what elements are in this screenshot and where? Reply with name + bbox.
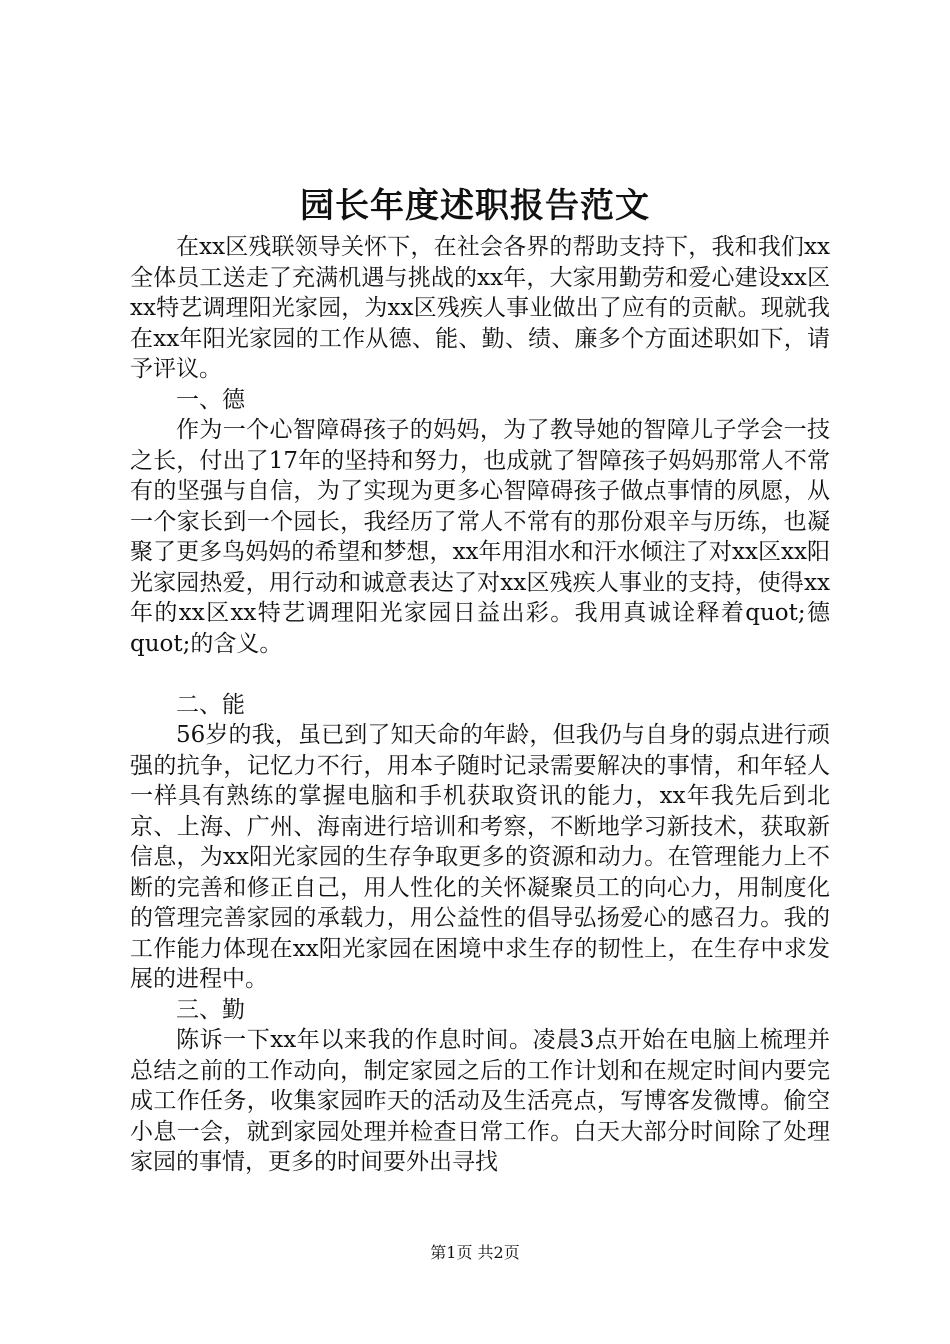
page-footer: 第1页 共2页 [430,1243,520,1262]
intro-paragraph: 在xx区残联领导关怀下，在社会各界的帮助支持下，我和我们xx全体员工送走了充满机遇与挑战的xx年，大家用勤劳和爱心建设xx区xx特艺调理阳光家园，为xx区残疾人事业做出了应有的贡献。现就我在xx年阳光家园的工作从德、能、勤、绩、廉多个方面述职如下，请予评议。 [130,234,830,382]
section-heading-de: 一、德 [176,386,245,413]
section-text-qin: 陈诉一下xx年以来我的作息时间。凌晨3点开始在电脑上梳理并总结之前的工作动向，制定家园之后的工作计划和在规定时间内要完成工作任务，收集家园昨天的活动及生活亮点，写博客发微博。偷空小息一会，就到家园处理并检查日常工作。白天大部分时间除了处理家园的事情，更多的时间要外出寻找 [130,1027,830,1175]
section-text-neng: 56岁的我，虽已到了知天命的年龄，但我仍与自身的弱点进行顽强的抗争，记忆力不行，用本子随时记录需要解决的事情，和年轻人一样具有熟练的掌握电脑和手机获取资讯的能力，xx年我先后到北京、上海、广州、海南进行培训和考察，不断地学习新技术，获取新信息，为xx阳光家园的生存争取更多的资源和动力。在管理能力上不断的完善和修正自己，用人性化的关怀凝聚员工的向心力，用制度化的管理完善家园的承载力，用公益性的倡导弘扬爱心的感召力。我的工作能力体现在xx阳光家园在困境中求生存的韧性上，在生存中求发展的进程中。 [130,722,830,992]
document-body [130,232,830,1178]
section-text-de: 作为一个心智障碍孩子的妈妈，为了教导她的智障儿子学会一技之长，付出了17年的坚持和努力，也成就了智障孩子妈妈那常人不常有的坚强与自信，为了实现为更多心智障碍孩子做点事情的夙愿，从一个家长到一个园长，我经历了常人不常有的那份艰辛与历练，也凝聚了更多鸟妈妈的希望和梦想，xx年用泪水和汗水倾注了对xx区xx阳光家园热爱，用行动和诚意表达了对xx区残疾人事业的支持，使得xx年的xx区xx特艺调理阳光家园日益出彩。我用真诚诠释着quot;德quot;的含义。 [130,417,830,657]
section-heading-qin: 三、勤 [176,996,245,1023]
paragraph-spacer [130,659,830,690]
document-title: 园长年度述职报告范文 [300,186,650,226]
section-heading-neng: 二、能 [176,691,245,718]
